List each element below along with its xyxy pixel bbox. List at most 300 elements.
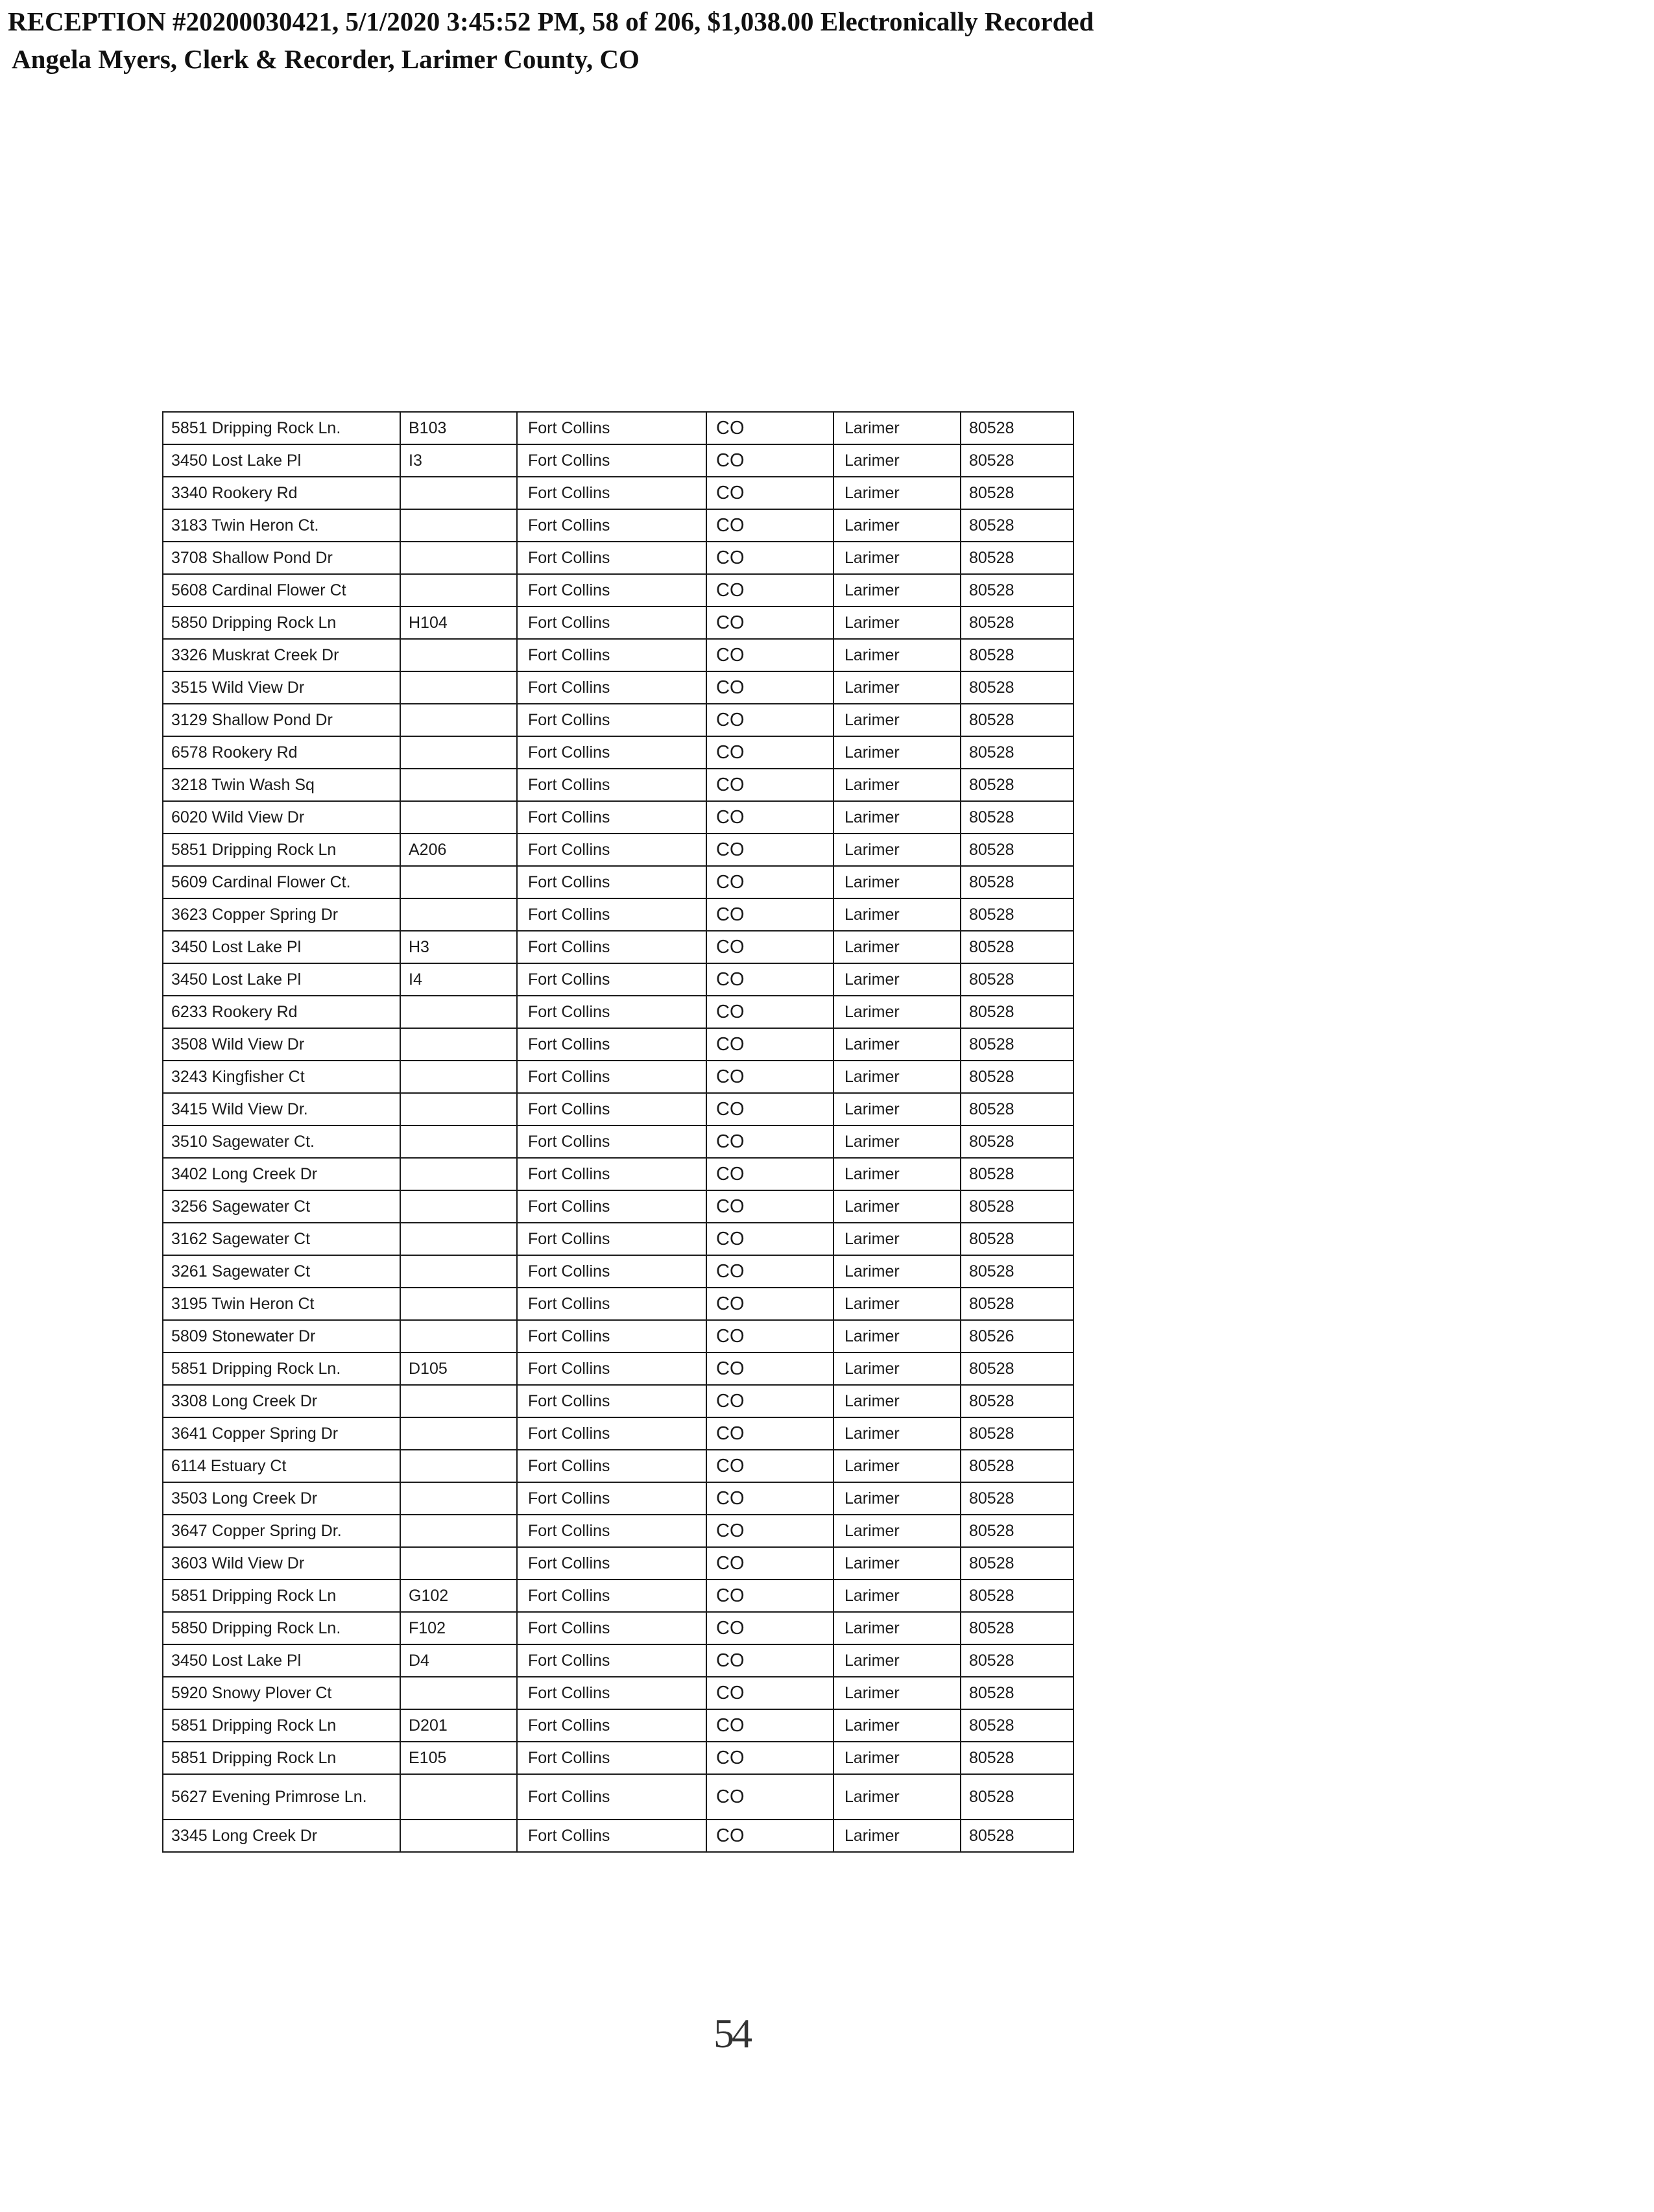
city-cell: Fort Collins: [517, 1320, 706, 1352]
unit-cell: [400, 1385, 517, 1417]
county-cell: Larimer: [833, 639, 961, 671]
unit-cell: [400, 1093, 517, 1125]
table-row: [163, 1028, 1073, 1061]
zip-cell: 80528: [961, 1125, 1073, 1158]
county-cell: Larimer: [833, 1125, 961, 1158]
address-cell: 6020 Wild View Dr: [163, 801, 400, 834]
city-cell: Fort Collins: [517, 639, 706, 671]
zip-cell: 80528: [961, 1742, 1073, 1774]
zip-cell: 80528: [961, 1547, 1073, 1580]
county-cell: Larimer: [833, 1255, 961, 1288]
state-cell: CO: [706, 1352, 833, 1385]
table-row: [163, 1742, 1073, 1774]
state-cell: CO: [706, 1774, 833, 1820]
state-cell: CO: [706, 1547, 833, 1580]
state-cell: CO: [706, 1158, 833, 1190]
property-address-rows: [163, 412, 1073, 1852]
state-cell: CO: [706, 931, 833, 963]
unit-cell: D201: [400, 1709, 517, 1742]
unit-cell: [400, 1223, 517, 1255]
zip-cell: 80528: [961, 1774, 1073, 1820]
county-cell: Larimer: [833, 769, 961, 801]
state-cell: CO: [706, 866, 833, 898]
address-cell: 5851 Dripping Rock Ln: [163, 1580, 400, 1612]
county-cell: Larimer: [833, 1158, 961, 1190]
zip-cell: 80528: [961, 1352, 1073, 1385]
page-number: 54: [713, 2010, 750, 2056]
county-cell: Larimer: [833, 1190, 961, 1223]
zip-cell: 80528: [961, 509, 1073, 542]
city-cell: Fort Collins: [517, 1125, 706, 1158]
city-cell: Fort Collins: [517, 542, 706, 574]
city-cell: Fort Collins: [517, 1190, 706, 1223]
table-row: [163, 509, 1073, 542]
state-cell: CO: [706, 1612, 833, 1644]
county-cell: Larimer: [833, 1061, 961, 1093]
unit-cell: [400, 704, 517, 736]
city-cell: Fort Collins: [517, 1255, 706, 1288]
state-cell: CO: [706, 509, 833, 542]
table-row: [163, 931, 1073, 963]
city-cell: Fort Collins: [517, 866, 706, 898]
address-cell: 3603 Wild View Dr: [163, 1547, 400, 1580]
zip-cell: 80528: [961, 639, 1073, 671]
zip-cell: 80528: [961, 1061, 1073, 1093]
zip-cell: 80528: [961, 671, 1073, 704]
address-cell: 5850 Dripping Rock Ln: [163, 607, 400, 639]
address-cell: 3345 Long Creek Dr: [163, 1820, 400, 1852]
state-cell: CO: [706, 1417, 833, 1450]
table-row: [163, 1677, 1073, 1709]
city-cell: Fort Collins: [517, 444, 706, 477]
table-row: [163, 1450, 1073, 1482]
table-row: [163, 898, 1073, 931]
county-cell: Larimer: [833, 1417, 961, 1450]
state-cell: CO: [706, 444, 833, 477]
unit-cell: [400, 639, 517, 671]
address-cell: 3308 Long Creek Dr: [163, 1385, 400, 1417]
state-cell: CO: [706, 1190, 833, 1223]
address-cell: 3708 Shallow Pond Dr: [163, 542, 400, 574]
state-cell: CO: [706, 1580, 833, 1612]
unit-cell: [400, 1515, 517, 1547]
table-row: [163, 769, 1073, 801]
city-cell: Fort Collins: [517, 1417, 706, 1450]
county-cell: Larimer: [833, 1644, 961, 1677]
address-cell: 3129 Shallow Pond Dr: [163, 704, 400, 736]
address-cell: 5851 Dripping Rock Ln.: [163, 1352, 400, 1385]
address-cell: 3515 Wild View Dr: [163, 671, 400, 704]
county-cell: Larimer: [833, 542, 961, 574]
address-cell: 3340 Rookery Rd: [163, 477, 400, 509]
table-row: [163, 1352, 1073, 1385]
table-row: [163, 1580, 1073, 1612]
city-cell: Fort Collins: [517, 509, 706, 542]
state-cell: CO: [706, 1515, 833, 1547]
city-cell: Fort Collins: [517, 477, 706, 509]
unit-cell: [400, 1450, 517, 1482]
unit-cell: [400, 1547, 517, 1580]
unit-cell: B103: [400, 412, 517, 444]
address-cell: 6114 Estuary Ct: [163, 1450, 400, 1482]
county-cell: Larimer: [833, 1028, 961, 1061]
county-cell: Larimer: [833, 1580, 961, 1612]
state-cell: CO: [706, 574, 833, 607]
city-cell: Fort Collins: [517, 1820, 706, 1852]
zip-cell: 80528: [961, 607, 1073, 639]
table-row: [163, 1820, 1073, 1852]
table-row: [163, 1547, 1073, 1580]
zip-cell: 80528: [961, 1223, 1073, 1255]
address-cell: 5850 Dripping Rock Ln.: [163, 1612, 400, 1644]
city-cell: Fort Collins: [517, 1385, 706, 1417]
county-cell: Larimer: [833, 736, 961, 769]
table-row: [163, 671, 1073, 704]
city-cell: Fort Collins: [517, 736, 706, 769]
county-cell: Larimer: [833, 574, 961, 607]
table-row: [163, 574, 1073, 607]
address-cell: 3647 Copper Spring Dr.: [163, 1515, 400, 1547]
unit-cell: A206: [400, 834, 517, 866]
city-cell: Fort Collins: [517, 574, 706, 607]
zip-cell: 80528: [961, 1190, 1073, 1223]
zip-cell: 80528: [961, 1677, 1073, 1709]
county-cell: Larimer: [833, 1093, 961, 1125]
state-cell: CO: [706, 704, 833, 736]
state-cell: CO: [706, 1482, 833, 1515]
county-cell: Larimer: [833, 1223, 961, 1255]
county-cell: Larimer: [833, 898, 961, 931]
state-cell: CO: [706, 769, 833, 801]
state-cell: CO: [706, 607, 833, 639]
unit-cell: [400, 574, 517, 607]
state-cell: CO: [706, 898, 833, 931]
address-cell: 5608 Cardinal Flower Ct: [163, 574, 400, 607]
unit-cell: [400, 1677, 517, 1709]
address-cell: 5809 Stonewater Dr: [163, 1320, 400, 1352]
state-cell: CO: [706, 1061, 833, 1093]
unit-cell: G102: [400, 1580, 517, 1612]
county-cell: Larimer: [833, 963, 961, 996]
clerk-line: Angela Myers, Clerk & Recorder, Larimer County, CO: [12, 44, 640, 74]
zip-cell: 80528: [961, 1158, 1073, 1190]
address-cell: 3402 Long Creek Dr: [163, 1158, 400, 1190]
address-cell: 3326 Muskrat Creek Dr: [163, 639, 400, 671]
zip-cell: 80528: [961, 769, 1073, 801]
city-cell: Fort Collins: [517, 1515, 706, 1547]
county-cell: Larimer: [833, 1288, 961, 1320]
county-cell: Larimer: [833, 671, 961, 704]
address-cell: 3450 Lost Lake Pl: [163, 444, 400, 477]
county-cell: Larimer: [833, 1352, 961, 1385]
zip-cell: 80528: [961, 834, 1073, 866]
reception-line: RECEPTION #20200030421, 5/1/2020 3:45:52 PM, 58 of 206, $1,038.00 Electronically Recorded: [8, 6, 1094, 36]
address-cell: 3261 Sagewater Ct: [163, 1255, 400, 1288]
zip-cell: 80528: [961, 1417, 1073, 1450]
address-cell: 3243 Kingfisher Ct: [163, 1061, 400, 1093]
unit-cell: [400, 509, 517, 542]
unit-cell: F102: [400, 1612, 517, 1644]
county-cell: Larimer: [833, 1482, 961, 1515]
address-cell: 3450 Lost Lake Pl: [163, 1644, 400, 1677]
table-row: [163, 834, 1073, 866]
city-cell: Fort Collins: [517, 607, 706, 639]
zip-cell: 80528: [961, 574, 1073, 607]
table-row: [163, 704, 1073, 736]
zip-cell: 80528: [961, 412, 1073, 444]
city-cell: Fort Collins: [517, 1677, 706, 1709]
state-cell: CO: [706, 639, 833, 671]
county-cell: Larimer: [833, 1450, 961, 1482]
table-row: [163, 1190, 1073, 1223]
table-row: [163, 639, 1073, 671]
state-cell: CO: [706, 1125, 833, 1158]
zip-cell: 80526: [961, 1320, 1073, 1352]
unit-cell: [400, 1288, 517, 1320]
city-cell: Fort Collins: [517, 1709, 706, 1742]
address-cell: 3218 Twin Wash Sq: [163, 769, 400, 801]
unit-cell: [400, 1417, 517, 1450]
unit-cell: [400, 1820, 517, 1852]
city-cell: Fort Collins: [517, 1742, 706, 1774]
city-cell: Fort Collins: [517, 671, 706, 704]
city-cell: Fort Collins: [517, 1061, 706, 1093]
address-cell: 6233 Rookery Rd: [163, 996, 400, 1028]
city-cell: Fort Collins: [517, 1028, 706, 1061]
state-cell: CO: [706, 1093, 833, 1125]
table-row: [163, 1612, 1073, 1644]
table-row: [163, 477, 1073, 509]
state-cell: CO: [706, 834, 833, 866]
unit-cell: [400, 1158, 517, 1190]
city-cell: Fort Collins: [517, 931, 706, 963]
state-cell: CO: [706, 412, 833, 444]
zip-cell: 80528: [961, 996, 1073, 1028]
unit-cell: [400, 1125, 517, 1158]
address-cell: 3183 Twin Heron Ct.: [163, 509, 400, 542]
unit-cell: E105: [400, 1742, 517, 1774]
table-row: [163, 1288, 1073, 1320]
unit-cell: [400, 1255, 517, 1288]
property-address-table: [162, 411, 1074, 1853]
address-cell: 3450 Lost Lake Pl: [163, 931, 400, 963]
address-cell: 5609 Cardinal Flower Ct.: [163, 866, 400, 898]
address-cell: 3195 Twin Heron Ct: [163, 1288, 400, 1320]
table-row: [163, 736, 1073, 769]
table-row: [163, 1255, 1073, 1288]
zip-cell: 80528: [961, 931, 1073, 963]
state-cell: CO: [706, 1320, 833, 1352]
city-cell: Fort Collins: [517, 834, 706, 866]
recording-header: [8, 3, 1094, 78]
table-row: [163, 444, 1073, 477]
unit-cell: [400, 736, 517, 769]
county-cell: Larimer: [833, 1385, 961, 1417]
unit-cell: D4: [400, 1644, 517, 1677]
unit-cell: I4: [400, 963, 517, 996]
address-cell: 3623 Copper Spring Dr: [163, 898, 400, 931]
zip-cell: 80528: [961, 1644, 1073, 1677]
unit-cell: H3: [400, 931, 517, 963]
address-cell: 5851 Dripping Rock Ln: [163, 1709, 400, 1742]
zip-cell: 80528: [961, 1385, 1073, 1417]
unit-cell: [400, 996, 517, 1028]
zip-cell: 80528: [961, 898, 1073, 931]
zip-cell: 80528: [961, 1482, 1073, 1515]
table-row: [163, 1223, 1073, 1255]
county-cell: Larimer: [833, 1742, 961, 1774]
zip-cell: 80528: [961, 1028, 1073, 1061]
address-cell: 5920 Snowy Plover Ct: [163, 1677, 400, 1709]
city-cell: Fort Collins: [517, 963, 706, 996]
unit-cell: D105: [400, 1352, 517, 1385]
table-row: [163, 801, 1073, 834]
address-cell: 5851 Dripping Rock Ln: [163, 1742, 400, 1774]
city-cell: Fort Collins: [517, 1612, 706, 1644]
state-cell: CO: [706, 1677, 833, 1709]
zip-cell: 80528: [961, 1709, 1073, 1742]
city-cell: Fort Collins: [517, 1580, 706, 1612]
unit-cell: [400, 1774, 517, 1820]
county-cell: Larimer: [833, 1515, 961, 1547]
county-cell: Larimer: [833, 1320, 961, 1352]
zip-cell: 80528: [961, 477, 1073, 509]
city-cell: Fort Collins: [517, 1158, 706, 1190]
unit-cell: H104: [400, 607, 517, 639]
address-cell: 5627 Evening Primrose Ln.: [163, 1774, 400, 1820]
zip-cell: 80528: [961, 1450, 1073, 1482]
zip-cell: 80528: [961, 1820, 1073, 1852]
state-cell: CO: [706, 801, 833, 834]
state-cell: CO: [706, 1255, 833, 1288]
unit-cell: [400, 801, 517, 834]
table-row: [163, 1125, 1073, 1158]
county-cell: Larimer: [833, 509, 961, 542]
address-cell: 3510 Sagewater Ct.: [163, 1125, 400, 1158]
address-cell: 3503 Long Creek Dr: [163, 1482, 400, 1515]
state-cell: CO: [706, 736, 833, 769]
address-cell: 3450 Lost Lake Pl: [163, 963, 400, 996]
address-cell: 5851 Dripping Rock Ln.: [163, 412, 400, 444]
table-row: [163, 1482, 1073, 1515]
table-row: [163, 1774, 1073, 1820]
city-cell: Fort Collins: [517, 801, 706, 834]
county-cell: Larimer: [833, 931, 961, 963]
state-cell: CO: [706, 542, 833, 574]
address-cell: 3256 Sagewater Ct: [163, 1190, 400, 1223]
unit-cell: [400, 1028, 517, 1061]
county-cell: Larimer: [833, 1677, 961, 1709]
county-cell: Larimer: [833, 801, 961, 834]
address-cell: 3415 Wild View Dr.: [163, 1093, 400, 1125]
zip-cell: 80528: [961, 963, 1073, 996]
table-row: [163, 1417, 1073, 1450]
unit-cell: [400, 769, 517, 801]
county-cell: Larimer: [833, 1709, 961, 1742]
county-cell: Larimer: [833, 1820, 961, 1852]
city-cell: Fort Collins: [517, 1774, 706, 1820]
unit-cell: [400, 542, 517, 574]
zip-cell: 80528: [961, 1288, 1073, 1320]
state-cell: CO: [706, 996, 833, 1028]
zip-cell: 80528: [961, 444, 1073, 477]
county-cell: Larimer: [833, 412, 961, 444]
city-cell: Fort Collins: [517, 996, 706, 1028]
county-cell: Larimer: [833, 834, 961, 866]
unit-cell: [400, 1190, 517, 1223]
unit-cell: [400, 1320, 517, 1352]
table-row: [163, 1385, 1073, 1417]
state-cell: CO: [706, 477, 833, 509]
city-cell: Fort Collins: [517, 1450, 706, 1482]
table-row: [163, 542, 1073, 574]
city-cell: Fort Collins: [517, 1644, 706, 1677]
state-cell: CO: [706, 1028, 833, 1061]
address-cell: 5851 Dripping Rock Ln: [163, 834, 400, 866]
unit-cell: [400, 671, 517, 704]
city-cell: Fort Collins: [517, 769, 706, 801]
city-cell: Fort Collins: [517, 1482, 706, 1515]
zip-cell: 80528: [961, 1093, 1073, 1125]
state-cell: CO: [706, 1385, 833, 1417]
state-cell: CO: [706, 1742, 833, 1774]
address-cell: 3508 Wild View Dr: [163, 1028, 400, 1061]
zip-cell: 80528: [961, 736, 1073, 769]
unit-cell: [400, 1061, 517, 1093]
zip-cell: 80528: [961, 704, 1073, 736]
zip-cell: 80528: [961, 1612, 1073, 1644]
city-cell: Fort Collins: [517, 1223, 706, 1255]
zip-cell: 80528: [961, 542, 1073, 574]
table-row: [163, 866, 1073, 898]
county-cell: Larimer: [833, 444, 961, 477]
city-cell: Fort Collins: [517, 1093, 706, 1125]
state-cell: CO: [706, 1820, 833, 1852]
city-cell: Fort Collins: [517, 704, 706, 736]
city-cell: Fort Collins: [517, 412, 706, 444]
state-cell: CO: [706, 1450, 833, 1482]
table-row: [163, 1158, 1073, 1190]
zip-cell: 80528: [961, 1580, 1073, 1612]
county-cell: Larimer: [833, 477, 961, 509]
state-cell: CO: [706, 1709, 833, 1742]
county-cell: Larimer: [833, 704, 961, 736]
unit-cell: [400, 866, 517, 898]
city-cell: Fort Collins: [517, 1288, 706, 1320]
address-cell: 3162 Sagewater Ct: [163, 1223, 400, 1255]
county-cell: Larimer: [833, 607, 961, 639]
city-cell: Fort Collins: [517, 1352, 706, 1385]
zip-cell: 80528: [961, 1255, 1073, 1288]
county-cell: Larimer: [833, 1774, 961, 1820]
state-cell: CO: [706, 1288, 833, 1320]
state-cell: CO: [706, 671, 833, 704]
table-row: [163, 996, 1073, 1028]
state-cell: CO: [706, 963, 833, 996]
zip-cell: 80528: [961, 801, 1073, 834]
table-row: [163, 1709, 1073, 1742]
zip-cell: 80528: [961, 1515, 1073, 1547]
unit-cell: [400, 898, 517, 931]
unit-cell: [400, 1482, 517, 1515]
county-cell: Larimer: [833, 996, 961, 1028]
table-row: [163, 1515, 1073, 1547]
county-cell: Larimer: [833, 1612, 961, 1644]
address-cell: 6578 Rookery Rd: [163, 736, 400, 769]
state-cell: CO: [706, 1644, 833, 1677]
unit-cell: I3: [400, 444, 517, 477]
table-row: [163, 412, 1073, 444]
